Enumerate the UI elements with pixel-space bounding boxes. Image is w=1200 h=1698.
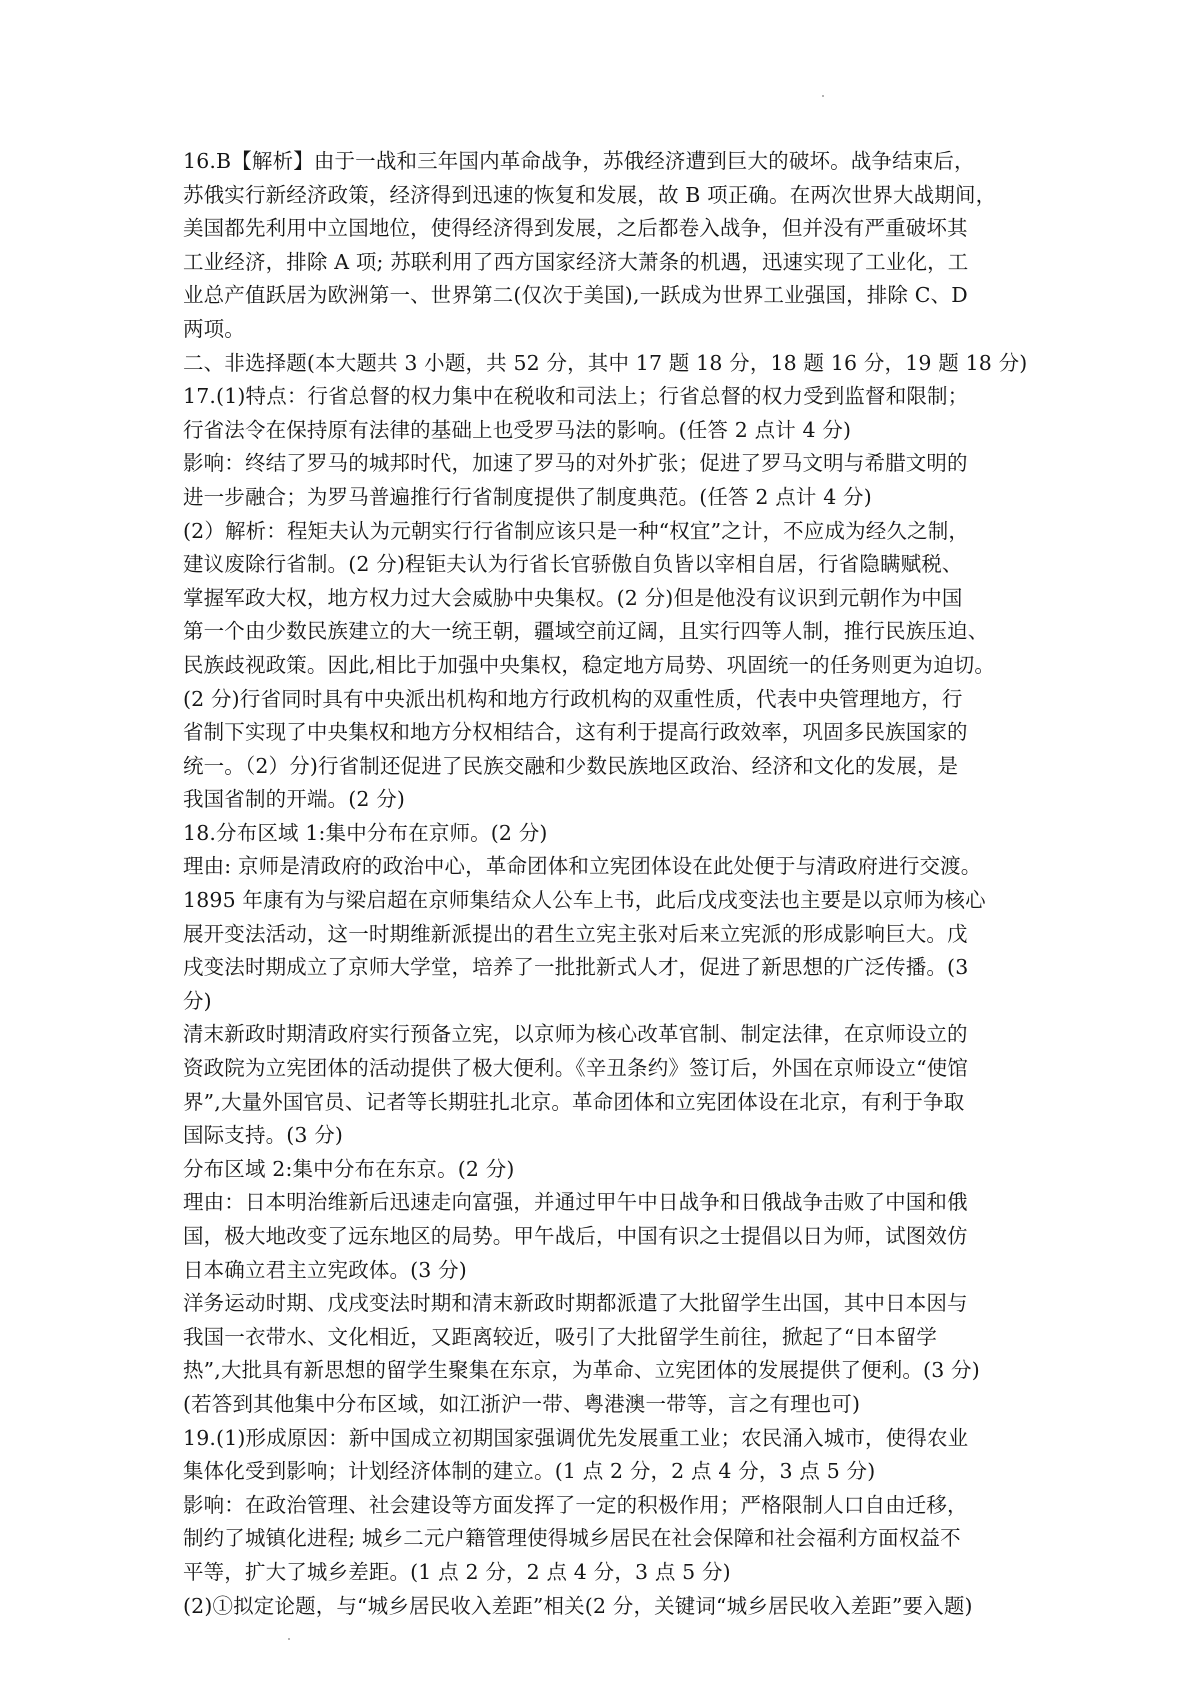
text-line: 分布区域 2:集中分布在东京。(2 分) [183,1156,515,1181]
text-line: 建议废除行省制。(2 分)程钜夫认为行省长官骄傲自负皆以宰相自居，行省隐瞒赋税、 [183,552,963,577]
text-line: 统一。（2）分)行省制还促进了民族交融和少数民族地区政治、经济和文化的发展，是 [183,753,959,778]
text-line: 国，极大地改变了远东地区的局势。甲午战后，中国有识之士提倡以日为师，试图效仿 [183,1224,968,1248]
text-line: 集体化受到影响；计划经济体制的建立。(1 点 2 分，2 点 4 分，3 点 5 分) [183,1459,876,1484]
text-line: 苏俄实行新经济政策，经济得到迅速的恢复和发展，故 B 项正确。在两次世界大战期间， [183,182,997,207]
text-line: 行省法令在保持原有法律的基础上也受罗马法的影响。(任答 2 点计 4 分) [183,417,852,442]
text-line: 戌变法时期成立了京师大学堂，培养了一批批新式人才，促进了新思想的广泛传播。(3 [183,955,969,980]
text-line: 影响：在政治管理、社会建设等方面发挥了一定的积极作用；严格限制人口自由迁移， [183,1492,968,1517]
answer-text-body [183,145,1043,1623]
scan-speck [288,1638,290,1640]
text-line: 民族歧视政策。因此,相比于加强中央集权，稳定地方局势、巩固统一的任务则更为迫切。 [183,652,996,677]
text-line: 资政院为立宪团体的活动提供了极大便利。《辛丑条约》签订后，外国在京师设立“使馆 [183,1056,969,1081]
text-line: (若答到其他集中分布区域，如江浙沪一带、粤港澳一带等，言之有理也可) [183,1391,861,1416]
text-line: 二、非选择题(本大题共 3 小题，共 52 分，其中 17 题 18 分，18 题 16 分，19 题 18 分) [183,350,1028,375]
text-line: 热”,大批具有新思想的留学生聚集在东京，为革命、立宪团体的发展提供了便利。(3 分) [183,1358,980,1383]
text-line: 工业经济，排除 A 项; 苏联利用了西方国家经济大萧条的机遇，迅速实现了工业化，工 [183,249,969,274]
text-line: (2 分)行省同时具有中央派出机构和地方行政机构的双重性质，代表中央管理地方，行 [183,686,963,711]
text-line: 平等，扩大了城乡差距。(1 点 2 分，2 点 4 分，3 点 5 分) [183,1559,731,1584]
text-line: 国际支持。(3 分) [183,1123,344,1148]
text-line: 界”,大量外国官员、记者等长期驻扎北京。革命团体和立宪团体设在北京，有利于争取 [183,1089,965,1114]
text-line: 16.B【解析】由于一战和三年国内革命战争，苏俄经济遭到巨大的破坏。战争结束后， [183,149,975,173]
text-line: 展开变法活动，这一时期维新派提出的君生立宪主张对后来立宪派的形成影响巨大。戊 [183,921,968,946]
text-line: 影响：终结了罗马的城邦时代，加速了罗马的对外扩张；促进了罗马文明与希腊文明的 [183,451,968,476]
text-line: 掌握军政大权，地方权力过大会威胁中央集权。(2 分)但是他没有议识到元朝作为中国 [183,585,963,610]
text-line: 理由: 京师是清政府的政治中心，革命团体和立宪团体设在此处便于与清政府进行交渡。 [183,854,982,879]
text-line: 日本确立君主立宪政体。(3 分) [183,1257,467,1282]
scan-speck [822,95,824,97]
text-line: 我国一衣带水、文化相近，又距离较近，吸引了大批留学生前往，掀起了“日本留学 [183,1324,938,1349]
text-line: 17.(1)特点：行省总督的权力集中在税收和司法上；行省总督的权力受到监督和限制； [183,384,969,409]
text-line: 两项。 [183,316,245,341]
text-line: 第一个由少数民族建立的大一统王朝，疆域空前辽阔，且实行四等人制，推行民族压迫、 [183,619,989,644]
text-line: 1895 年康有为与梁启超在京师集结众人公车上书，此后戊戌变法也主要是以京师为核心 [183,888,986,913]
text-line: 18.分布区域 1:集中分布在京师。(2 分) [183,820,548,845]
text-line: 洋务运动时期、戊戌变法时期和清末新政时期都派遣了大批留学生出国，其中日本因与 [183,1291,968,1316]
text-line: 业总产值跃居为欧洲第一、世界第二(仅次于美国),一跃成为世界工业强国，排除 C、D [183,283,968,308]
text-line: (2）解析：程矩夫认为元朝实行行省制应该只是一种“权宜”之计，不应成为经久之制， [183,518,969,543]
text-line: 分) [183,988,212,1013]
text-line: 理由：日本明治维新后迅速走向富强，并通过甲午中日战争和日俄战争击败了中国和俄 [183,1190,968,1215]
text-line: 制约了城镇化进程; 城乡二元户籍管理使得城乡居民在社会保障和社会福利方面权益不 [183,1526,961,1551]
text-line: 19.(1)形成原因：新中国成立初期国家强调优先发展重工业；农民涌入城市，使得农业 [183,1425,969,1450]
text-line: 美国都先利用中立国地位，使得经济得到发展，之后都卷入战争，但并没有严重破坏其 [183,216,968,241]
text-line: 我国省制的开端。(2 分) [183,787,406,812]
text-line: 清末新政时期清政府实行预备立宪，以京师为核心改革官制、制定法律，在京师设立的 [183,1022,968,1047]
text-line: 进一步融合；为罗马普遍推行行省制度提供了制度典范。(任答 2 点计 4 分) [183,484,872,509]
text-line: 省制下实现了中央集权和地方分权相结合，这有利于提高行政效率，巩固多民族国家的 [183,720,968,745]
text-line: (2)①拟定论题，与“城乡居民收入差距”相关(2 分，关键词“城乡居民收入差距”要入题) [183,1593,973,1618]
